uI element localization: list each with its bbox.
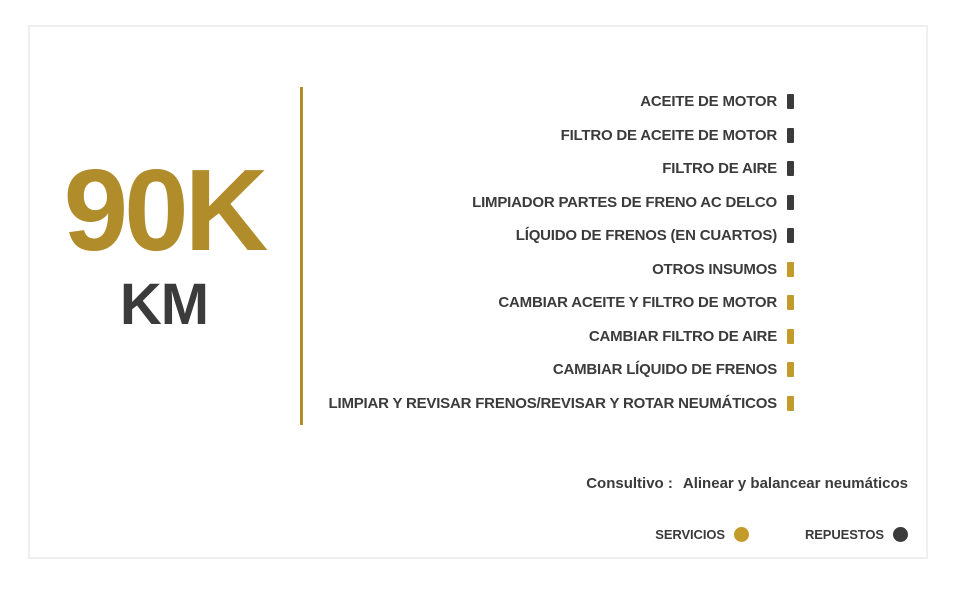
consultivo-annotation (586, 475, 908, 492)
category-label: CAMBIAR LÍQUIDO DE FRENOS (552, 361, 777, 379)
chart-category-row (315, 320, 794, 354)
category-bar-marker-servicios (787, 329, 794, 344)
category-bar-marker-repuestos (787, 161, 794, 176)
category-bar-marker-repuestos (787, 195, 794, 210)
legend-label-repuestos: REPUESTOS (804, 527, 884, 542)
category-label: LIMPIAR Y REVISAR FRENOS/REVISAR Y ROTAR NEUMÁTICOS (328, 394, 777, 412)
vertical-divider (300, 87, 303, 425)
category-label: ACEITE DE MOTOR (640, 93, 777, 111)
category-bar-marker-servicios (787, 262, 794, 277)
category-label: CAMBIAR ACEITE Y FILTRO DE MOTOR (498, 294, 777, 312)
category-bar-marker-servicios (787, 362, 794, 377)
category-bar-marker-servicios (787, 295, 794, 310)
category-bar-marker-repuestos (787, 94, 794, 109)
chart-category-row (315, 186, 794, 220)
maintenance-interval-card (28, 25, 928, 559)
legend-dot-servicios (734, 527, 749, 542)
chart-category-row (315, 253, 794, 287)
chart-category-row (315, 387, 794, 421)
mileage-unit: KM (119, 272, 209, 337)
category-label: CAMBIAR FILTRO DE AIRE (588, 327, 777, 345)
chart-category-row (315, 219, 794, 253)
category-label: LÍQUIDO DE FRENOS (EN CUARTOS) (515, 227, 777, 245)
chart-category-row (315, 286, 794, 320)
mileage-value: 90K (63, 145, 265, 275)
chart-category-row (315, 152, 794, 186)
category-bar-marker-repuestos (787, 228, 794, 243)
category-label: FILTRO DE AIRE (662, 160, 777, 178)
legend (655, 527, 908, 542)
category-list (315, 85, 794, 420)
chart-category-row (315, 119, 794, 153)
category-label: FILTRO DE ACEITE DE MOTOR (560, 126, 777, 144)
legend-label-servicios: SERVICIOS (655, 527, 725, 542)
legend-dot-repuestos (893, 527, 908, 542)
category-label: LIMPIADOR PARTES DE FRENO AC DELCO (472, 193, 777, 211)
chart-category-row (315, 85, 794, 119)
legend-item-servicios (655, 527, 749, 542)
mileage-milestone (50, 145, 278, 337)
category-bar-marker-servicios (787, 396, 794, 411)
legend-item-repuestos (805, 527, 908, 542)
chart-category-row (315, 353, 794, 387)
category-bar-marker-repuestos (787, 128, 794, 143)
consultivo-label: Consultivo : (586, 475, 673, 492)
consultivo-text: Alinear y balancear neumáticos (682, 475, 908, 492)
category-label: OTROS INSUMOS (652, 260, 777, 278)
